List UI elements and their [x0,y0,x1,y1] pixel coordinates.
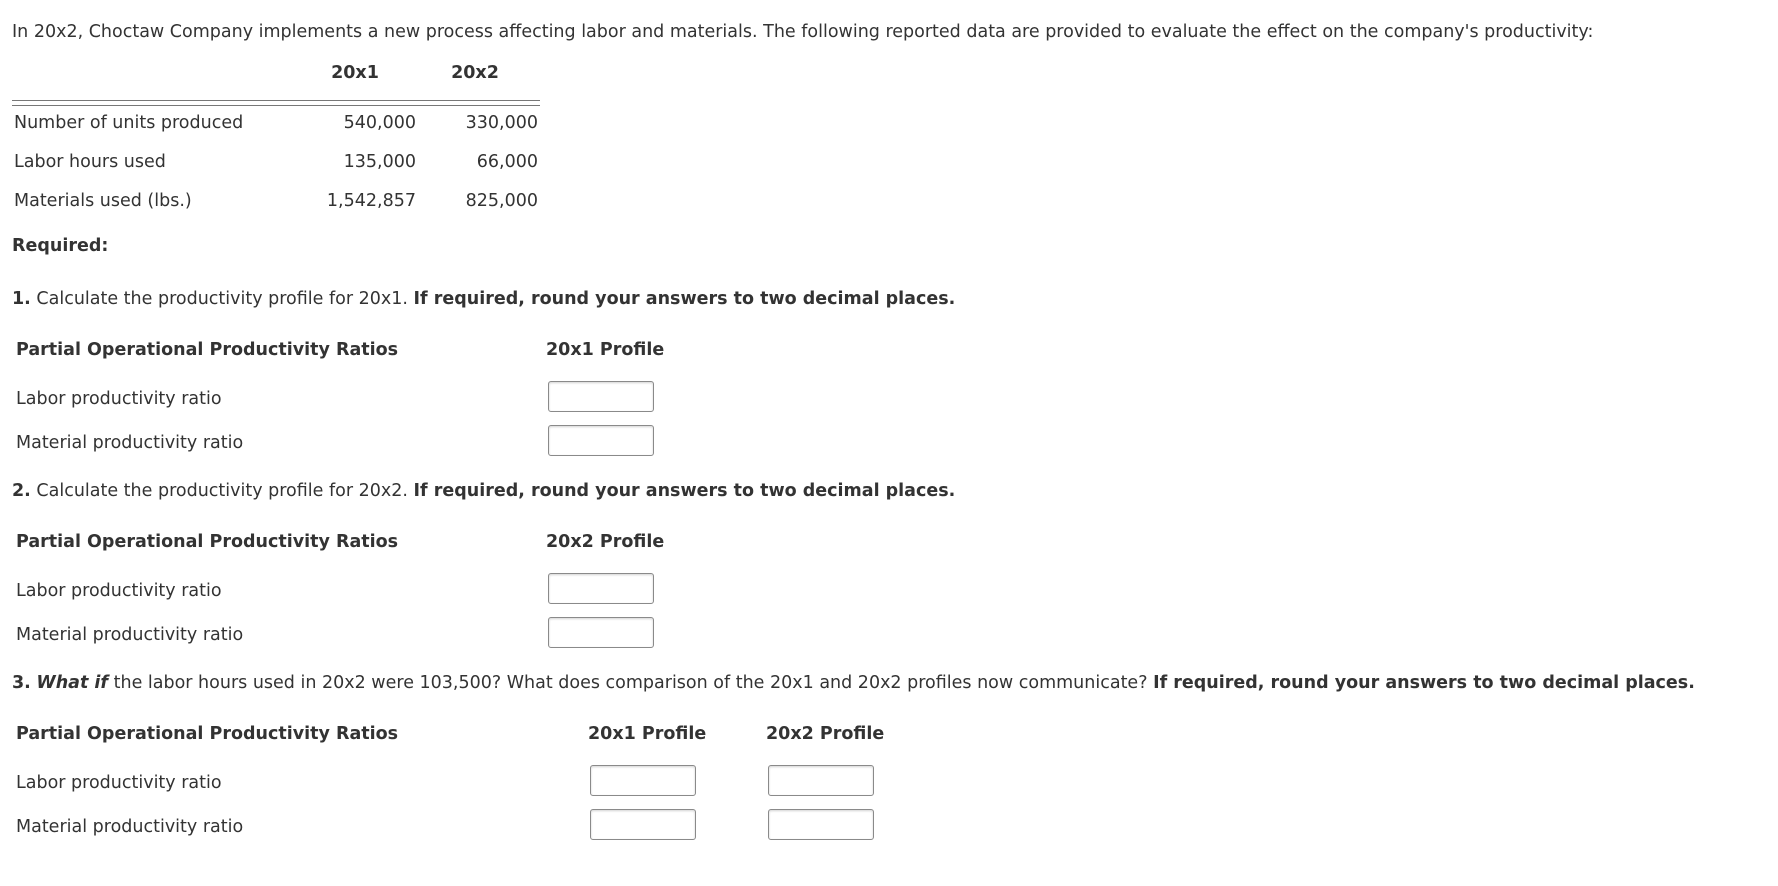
question-2-number: 2. [12,481,31,501]
q3-labor-label: Labor productivity ratio [16,773,222,793]
row-label-materials: Materials used (lbs.) [14,191,192,211]
units-20x1: 540,000 [343,113,416,133]
q2-material-productivity-input[interactable] [548,617,654,648]
question-2-text [12,481,955,501]
labor-hours-20x2: 66,000 [476,152,538,172]
question-2-prompt: Calculate the productivity profile for 20x2. [30,481,414,501]
q1-col-profile-header: 20x1 Profile [546,340,665,360]
materials-20x2: 825,000 [465,191,538,211]
question-1-instruction: If required, round your answers to two decimal places. [413,289,956,309]
question-3-text [12,673,1695,693]
question-3-number: 3. [12,673,31,693]
units-20x2: 330,000 [465,113,538,133]
question-3-what-if: What if [36,673,109,693]
question-1-text [12,289,955,309]
q1-material-label: Material productivity ratio [16,433,244,453]
q3-material-label: Material productivity ratio [16,817,244,837]
question-1-number: 1. [12,289,31,309]
table-header-rule [12,100,540,106]
q1-labor-label: Labor productivity ratio [16,389,222,409]
q1-col-ratios-header: Partial Operational Productivity Ratios [16,340,399,360]
q3-col-profile1-header: 20x1 Profile [588,724,707,744]
labor-hours-20x1: 135,000 [343,152,416,172]
question-3-prompt: the labor hours used in 20x2 were 103,500? What does comparison of the 20x1 and 20x2 profiles now communicate? [108,673,1154,693]
required-heading: Required: [12,236,109,256]
data-table-header-20x2: 20x2 [451,63,499,83]
row-label-labor-hours: Labor hours used [14,152,166,172]
question-1-prompt: Calculate the productivity profile for 20x1. [30,289,414,309]
q3-material-productivity-20x1-input[interactable] [590,809,696,840]
q1-labor-productivity-input[interactable] [548,381,654,412]
intro-text: In 20x2, Choctaw Company implements a new process affecting labor and materials. The following reported data are provided to evaluate the effect on the company's productivity: [12,22,1594,42]
q3-labor-productivity-20x2-input[interactable] [768,765,874,796]
q2-material-label: Material productivity ratio [16,625,244,645]
q3-col-ratios-header: Partial Operational Productivity Ratios [16,724,399,744]
q2-labor-productivity-input[interactable] [548,573,654,604]
question-2-instruction: If required, round your answers to two decimal places. [413,481,956,501]
q2-col-profile-header: 20x2 Profile [546,532,665,552]
q2-labor-label: Labor productivity ratio [16,581,222,601]
materials-20x1: 1,542,857 [326,191,416,211]
q3-col-profile2-header: 20x2 Profile [766,724,885,744]
q3-material-productivity-20x2-input[interactable] [768,809,874,840]
q1-material-productivity-input[interactable] [548,425,654,456]
row-label-units: Number of units produced [14,113,244,133]
question-3-instruction: If required, round your answers to two decimal places. [1153,673,1695,693]
data-table-header-20x1: 20x1 [331,63,379,83]
q2-col-ratios-header: Partial Operational Productivity Ratios [16,532,399,552]
q3-labor-productivity-20x1-input[interactable] [590,765,696,796]
